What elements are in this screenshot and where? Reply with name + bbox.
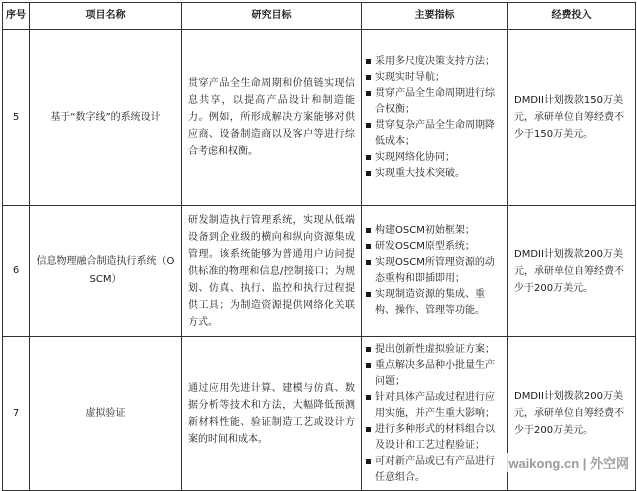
row-research-goal: 贯穿产品全生命周期和价值链实现信息共享，以提高产品设计和制造能力。例如，所形成解决方案能够对供应商、设备制造商以及客户等进行综合考虑和权衡。 — [182, 30, 362, 206]
indicator-item: 研发OSCM原型系统； — [366, 239, 503, 255]
row-project-name: 信息物理融合制造执行系统（OSCM） — [30, 206, 182, 337]
table-row — [3, 30, 636, 206]
row-no: 7 — [3, 337, 30, 491]
indicator-list — [366, 54, 503, 182]
row-funding: DMDII计划拨款200万美元，承研单位自筹经费不少于200万美元。 — [508, 206, 636, 337]
row-indicators — [362, 206, 508, 337]
watermark: waikong.cn | 外空网 — [506, 453, 631, 472]
table-header-row — [3, 3, 636, 30]
indicator-item: 实现OSCM所管理资源的动态重构和即插即用； — [366, 255, 503, 287]
row-no: 6 — [3, 206, 30, 337]
row-funding: DMDII计划拨款200万美元，承研单位自筹经费不少于200万美元。 — [508, 337, 636, 491]
row-funding: DMDII计划拨款150万美元，承研单位自筹经费不少于150万美元。 — [508, 30, 636, 206]
header-goal: 研究目标 — [182, 3, 362, 30]
row-project-name: 基于“数字线”的系统设计 — [30, 30, 182, 206]
indicator-item: 实现制造资源的集成、重构、操作、管理等功能。 — [366, 287, 503, 319]
indicator-item: 实现实时导航； — [366, 70, 503, 86]
header-no: 序号 — [3, 3, 30, 30]
row-indicators — [362, 30, 508, 206]
row-research-goal: 通过应用先进计算、建模与仿真、数据分析等技术和方法，大幅降低预测新材料性能、验证制造工艺或设计方案的时间和成本。 — [182, 337, 362, 491]
indicator-item: 实现重大技术突破。 — [366, 166, 503, 182]
indicator-item: 提出创新性虚拟验证方案； — [366, 342, 503, 358]
row-research-goal: 研发制造执行管理系统，实现从低端设备到企业级的横向和纵向资源集成管理。该系统能够为普通用户访问提供标准的物理和信息/控制接口；为规划、仿真、执行、监控和执行过程提供工具；为制造资源提供网络化关联方式。 — [182, 206, 362, 337]
table-row — [3, 206, 636, 337]
indicator-list — [366, 223, 503, 319]
header-indicators: 主要指标 — [362, 3, 508, 30]
indicator-item: 采用多尺度决策支持方法； — [366, 54, 503, 70]
header-name: 项目名称 — [30, 3, 182, 30]
indicator-item: 实现网络化协同； — [366, 150, 503, 166]
row-no: 5 — [3, 30, 30, 206]
indicator-item: 构建OSCM初始框架； — [366, 223, 503, 239]
indicator-item: 针对具体产品或过程进行应用实施，并产生重大影响； — [366, 390, 503, 422]
row-indicators — [362, 337, 508, 491]
project-table — [2, 2, 636, 491]
indicator-item: 贯穿复杂产品全生命周期降低成本； — [366, 118, 503, 150]
indicator-item: 进行多种形式的材料组合以及设计和工艺过程验证； — [366, 422, 503, 454]
indicator-item: 重点解决多品种小批量生产问题； — [366, 358, 503, 390]
header-funding: 经费投入 — [508, 3, 636, 30]
indicator-item: 可对新产品或已有产品进行任意组合。 — [366, 454, 503, 486]
row-project-name: 虚拟验证 — [30, 337, 182, 491]
indicator-list — [366, 342, 503, 486]
indicator-item: 贯穿产品全生命周期进行综合权衡； — [366, 86, 503, 118]
